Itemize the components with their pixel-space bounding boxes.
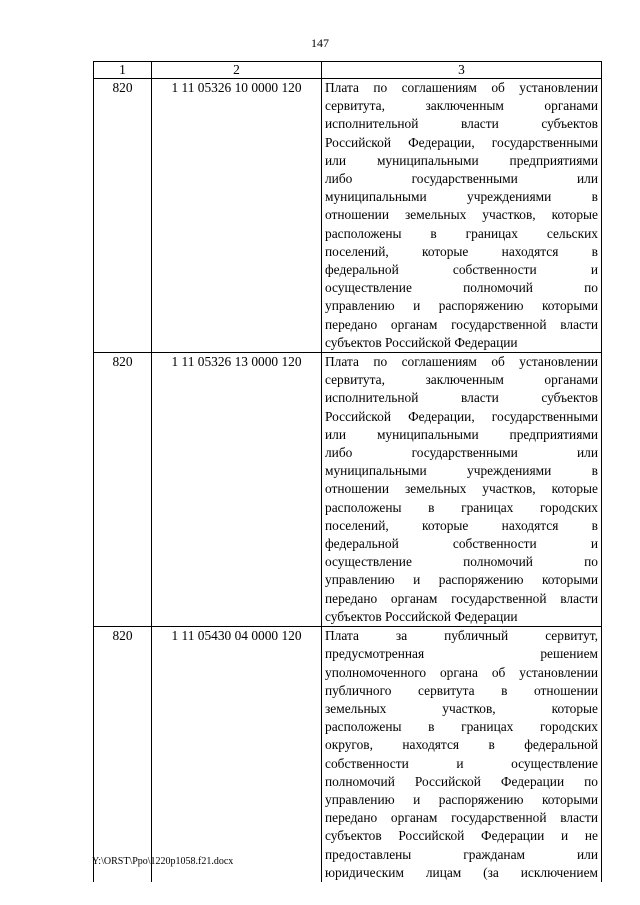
page-number: 147 [311, 36, 329, 50]
description-line: Плата по соглашениям об установлении [325, 354, 598, 370]
description-line: либо государственными или [325, 445, 598, 461]
description-line: публичного сервитута в отношении [325, 682, 598, 698]
admin-code-cell: 820 [94, 79, 152, 353]
description-line: Российской Федерации, государственными [325, 408, 598, 424]
description-line: Российской Федерации, государственными [325, 134, 598, 150]
description-line: собственности и осуществление [325, 755, 598, 771]
description-line: поселений, которые находятся в [325, 243, 598, 259]
description-line: исполнительной власти субъектов [325, 390, 598, 406]
description-line: или муниципальными предприятиями [325, 152, 598, 168]
description-line: сервитута, заключенным органами [325, 372, 598, 388]
description-line: передано органам государственной власти [325, 590, 598, 606]
description-line: исполнительной власти субъектов [325, 116, 598, 132]
description-line: округов, находятся в федеральной [325, 737, 598, 753]
table-row [94, 353, 602, 627]
description-line: либо государственными или [325, 171, 598, 187]
description-line: предусмотренная решением [325, 646, 598, 662]
description-line: управлению и распоряжению которыми [325, 298, 598, 314]
description-line: передано органам государственной власти [325, 316, 598, 332]
description-line: или муниципальными предприятиями [325, 426, 598, 442]
revenue-codes-table [93, 61, 602, 882]
table-row [94, 79, 602, 353]
description-cell [322, 627, 602, 882]
description-line: расположены в границах городских [325, 499, 598, 515]
description-line: передано органам государственной власти [325, 810, 598, 826]
description-line: полномочий Российской Федерации по [325, 773, 598, 789]
kbk-code-cell: 1 11 05326 13 0000 120 [152, 353, 322, 627]
description-line: расположены в границах городских [325, 719, 598, 735]
description-line: предоставлены гражданам или [325, 846, 598, 862]
description-line: юридическим лицам (за исключением [325, 864, 598, 880]
description-line: федеральной собственности и [325, 536, 598, 552]
description-line: осуществление полномочий по [325, 554, 598, 570]
column-header: 1 [94, 62, 152, 79]
kbk-code-cell: 1 11 05326 10 0000 120 [152, 79, 322, 353]
description-line: субъектов Российской Федерации [325, 608, 518, 624]
column-header: 2 [152, 62, 322, 79]
kbk-code-cell: 1 11 05430 04 0000 120 [152, 627, 322, 882]
description-line: субъектов Российской Федерации [325, 334, 518, 350]
description-line: управлению и распоряжению которыми [325, 791, 598, 807]
table-row [94, 627, 602, 882]
description-line: поселений, которые находятся в [325, 517, 598, 533]
description-line: муниципальными учреждениями в [325, 463, 598, 479]
description-line: осуществление полномочий по [325, 280, 598, 296]
description-line: Плата по соглашениям об установлении [325, 80, 598, 95]
admin-code-cell: 820 [94, 627, 152, 882]
description-line: муниципальными учреждениями в [325, 189, 598, 205]
description-line: Плата за публичный сервитут, [325, 628, 598, 644]
table-header-row [94, 62, 602, 79]
description-line: земельных участков, которые [325, 700, 598, 716]
description-cell [322, 79, 602, 353]
description-line: отношении земельных участков, которые [325, 207, 598, 223]
description-line: субъектов Российской Федерации и не [325, 828, 598, 844]
description-line: уполномоченного органа об установлении [325, 664, 598, 680]
description-cell [322, 353, 602, 627]
description-line: управлению и распоряжению которыми [325, 572, 598, 588]
description-line: федеральной собственности и [325, 262, 598, 278]
description-line: расположены в границах сельских [325, 225, 598, 241]
description-line: сервитута, заключенным органами [325, 98, 598, 114]
description-line: отношении земельных участков, которые [325, 481, 598, 497]
column-header: 3 [322, 62, 602, 79]
file-path-footer: Y:\ORST\Ppo\1220p1058.f21.docx [92, 856, 234, 867]
admin-code-cell: 820 [94, 353, 152, 627]
